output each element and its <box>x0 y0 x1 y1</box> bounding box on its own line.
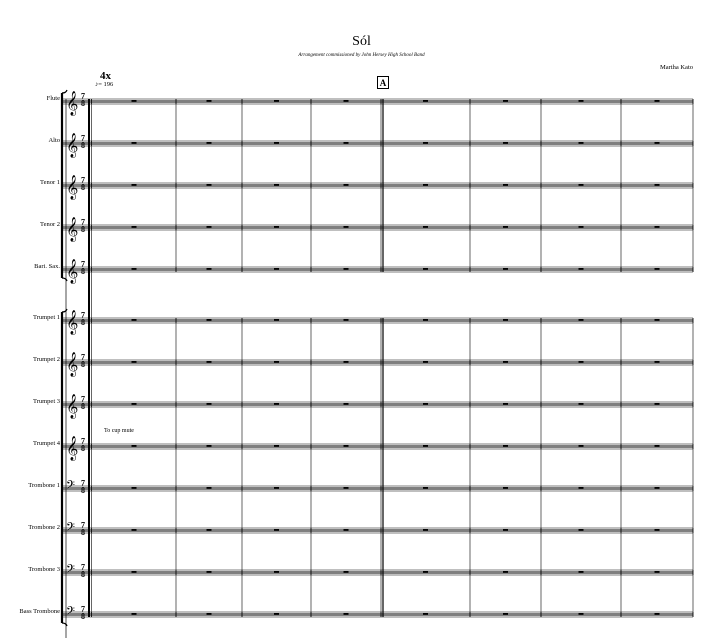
treble-clef-icon: 𝄞 <box>66 310 79 334</box>
instrument-label: Trombone 2 <box>28 524 60 531</box>
whole-rest <box>207 445 212 447</box>
composer-name: Martha Kato <box>659 64 693 71</box>
whole-rest <box>274 268 279 270</box>
whole-rest <box>655 529 660 531</box>
whole-rest <box>274 361 279 363</box>
bass-clef-icon: 𝄢 <box>66 479 76 495</box>
whole-rest <box>344 319 349 321</box>
treble-clef-icon: 𝄞 <box>66 217 79 241</box>
whole-rest <box>274 100 279 102</box>
bass-clef-icon: 𝄢 <box>66 521 76 537</box>
time-signature-bottom: 8 <box>81 486 85 495</box>
whole-rest <box>503 403 508 405</box>
whole-rest <box>423 268 428 270</box>
whole-rest <box>579 319 584 321</box>
whole-rest <box>132 142 137 144</box>
whole-rest <box>579 226 584 228</box>
whole-rest <box>655 361 660 363</box>
whole-rest <box>274 529 279 531</box>
whole-rest <box>207 613 212 615</box>
whole-rest <box>274 226 279 228</box>
time-signature-bottom: 8 <box>81 570 85 579</box>
whole-rest <box>503 226 508 228</box>
whole-rest <box>274 319 279 321</box>
repeat-count: 4x <box>100 70 111 82</box>
whole-rest <box>579 445 584 447</box>
whole-rest <box>344 142 349 144</box>
instrument-label: Trumpet 4 <box>32 440 60 447</box>
time-signature-bottom: 8 <box>81 402 85 411</box>
whole-rest <box>579 100 584 102</box>
whole-rest <box>207 529 212 531</box>
time-signature-top: 7 <box>81 259 85 269</box>
time-signature-bottom: 8 <box>81 99 85 108</box>
time-signature-top: 7 <box>81 394 85 404</box>
whole-rest <box>579 184 584 186</box>
whole-rest <box>344 361 349 363</box>
whole-rest <box>503 319 508 321</box>
whole-rest <box>423 142 428 144</box>
whole-rest <box>207 184 212 186</box>
whole-rest <box>274 403 279 405</box>
whole-rest <box>344 184 349 186</box>
whole-rest <box>579 571 584 573</box>
whole-rest <box>207 142 212 144</box>
whole-rest <box>579 361 584 363</box>
treble-clef-icon: 𝄞 <box>66 175 79 199</box>
instrument-label: Alto <box>48 137 60 144</box>
whole-rest <box>579 268 584 270</box>
whole-rest <box>132 268 137 270</box>
whole-rest <box>344 445 349 447</box>
time-signature-top: 7 <box>81 217 85 227</box>
time-signature-top: 7 <box>81 520 85 530</box>
whole-rest <box>132 184 137 186</box>
instrument-label: Trumpet 1 <box>32 314 60 321</box>
whole-rest <box>655 613 660 615</box>
whole-rest <box>579 487 584 489</box>
time-signature-bottom: 8 <box>81 141 85 150</box>
whole-rest <box>655 184 660 186</box>
whole-rest <box>344 529 349 531</box>
whole-rest <box>655 100 660 102</box>
whole-rest <box>344 487 349 489</box>
whole-rest <box>207 487 212 489</box>
whole-rest <box>503 361 508 363</box>
whole-rest <box>344 403 349 405</box>
whole-rest <box>655 268 660 270</box>
whole-rest <box>503 142 508 144</box>
whole-rest <box>207 319 212 321</box>
whole-rest <box>132 613 137 615</box>
treble-clef-icon: 𝄞 <box>66 259 79 283</box>
whole-rest <box>132 445 137 447</box>
instrument-label: Bari. Sax. <box>34 263 60 270</box>
whole-rest <box>344 613 349 615</box>
whole-rest <box>503 268 508 270</box>
whole-rest <box>503 529 508 531</box>
whole-rest <box>503 100 508 102</box>
whole-rest <box>423 100 428 102</box>
whole-rest <box>132 571 137 573</box>
instrument-label: Trumpet 2 <box>32 356 60 363</box>
tempo-value: = 196 <box>98 81 114 88</box>
bass-clef-icon: 𝄢 <box>66 563 76 579</box>
treble-clef-icon: 𝄞 <box>66 133 79 157</box>
whole-rest <box>423 487 428 489</box>
whole-rest <box>655 445 660 447</box>
time-signature-top: 7 <box>81 133 85 143</box>
whole-rest <box>207 403 212 405</box>
whole-rest <box>132 403 137 405</box>
treble-clef-icon: 𝄞 <box>66 352 79 376</box>
instrument-label: Bass Trombone <box>19 608 60 615</box>
time-signature-top: 7 <box>81 604 85 614</box>
time-signature-top: 7 <box>81 478 85 488</box>
whole-rest <box>655 142 660 144</box>
instrument-label: Trombone 1 <box>28 482 60 489</box>
whole-rest <box>655 487 660 489</box>
whole-rest <box>132 100 137 102</box>
score-title: Sól <box>352 34 371 49</box>
whole-rest <box>423 361 428 363</box>
time-signature-bottom: 8 <box>81 183 85 192</box>
time-signature-bottom: 8 <box>81 528 85 537</box>
whole-rest <box>207 100 212 102</box>
time-signature-top: 7 <box>81 436 85 446</box>
whole-rest <box>579 403 584 405</box>
instrument-label: Flute <box>46 95 60 102</box>
whole-rest <box>132 487 137 489</box>
time-signature-bottom: 8 <box>81 360 85 369</box>
whole-rest <box>274 613 279 615</box>
whole-rest <box>132 319 137 321</box>
instrument-label: Tenor 2 <box>40 221 60 228</box>
instrument-label: Trombone 3 <box>28 566 60 573</box>
whole-rest <box>423 571 428 573</box>
whole-rest <box>423 529 428 531</box>
time-signature-top: 7 <box>81 175 85 185</box>
time-signature-top: 7 <box>81 562 85 572</box>
whole-rest <box>503 571 508 573</box>
whole-rest <box>423 184 428 186</box>
time-signature-top: 7 <box>81 310 85 320</box>
whole-rest <box>344 100 349 102</box>
whole-rest <box>423 445 428 447</box>
whole-rest <box>207 226 212 228</box>
whole-rest <box>344 268 349 270</box>
whole-rest <box>207 361 212 363</box>
whole-rest <box>274 487 279 489</box>
whole-rest <box>579 142 584 144</box>
whole-rest <box>132 529 137 531</box>
time-signature-bottom: 8 <box>81 225 85 234</box>
performance-direction: To cup mute <box>104 428 134 434</box>
whole-rest <box>423 319 428 321</box>
whole-rest <box>503 487 508 489</box>
bass-clef-icon: 𝄢 <box>66 605 76 621</box>
time-signature-top: 7 <box>81 91 85 101</box>
score-subtitle: Arrangement commissioned by John Hersey High School Band <box>298 53 425 58</box>
whole-rest <box>344 226 349 228</box>
whole-rest <box>579 613 584 615</box>
whole-rest <box>207 571 212 573</box>
time-signature-bottom: 8 <box>81 444 85 453</box>
whole-rest <box>132 226 137 228</box>
time-signature-bottom: 8 <box>81 318 85 327</box>
whole-rest <box>274 571 279 573</box>
eighth-note-icon: ♪ <box>95 81 99 88</box>
treble-clef-icon: 𝄞 <box>66 436 79 460</box>
whole-rest <box>655 226 660 228</box>
time-signature-top: 7 <box>81 352 85 362</box>
whole-rest <box>423 613 428 615</box>
instrument-label: Trumpet 3 <box>32 398 60 405</box>
instrument-label: Tenor 1 <box>40 179 60 186</box>
whole-rest <box>132 361 137 363</box>
whole-rest <box>423 226 428 228</box>
whole-rest <box>503 445 508 447</box>
whole-rest <box>503 184 508 186</box>
rehearsal-mark: A <box>377 76 389 89</box>
whole-rest <box>579 529 584 531</box>
time-signature-bottom: 8 <box>81 612 85 621</box>
whole-rest <box>274 445 279 447</box>
treble-clef-icon: 𝄞 <box>66 91 79 115</box>
whole-rest <box>344 571 349 573</box>
time-signature-bottom: 8 <box>81 267 85 276</box>
whole-rest <box>503 613 508 615</box>
whole-rest <box>655 319 660 321</box>
whole-rest <box>423 403 428 405</box>
whole-rest <box>655 571 660 573</box>
whole-rest <box>274 142 279 144</box>
whole-rest <box>207 268 212 270</box>
whole-rest <box>655 403 660 405</box>
whole-rest <box>274 184 279 186</box>
treble-clef-icon: 𝄞 <box>66 394 79 418</box>
